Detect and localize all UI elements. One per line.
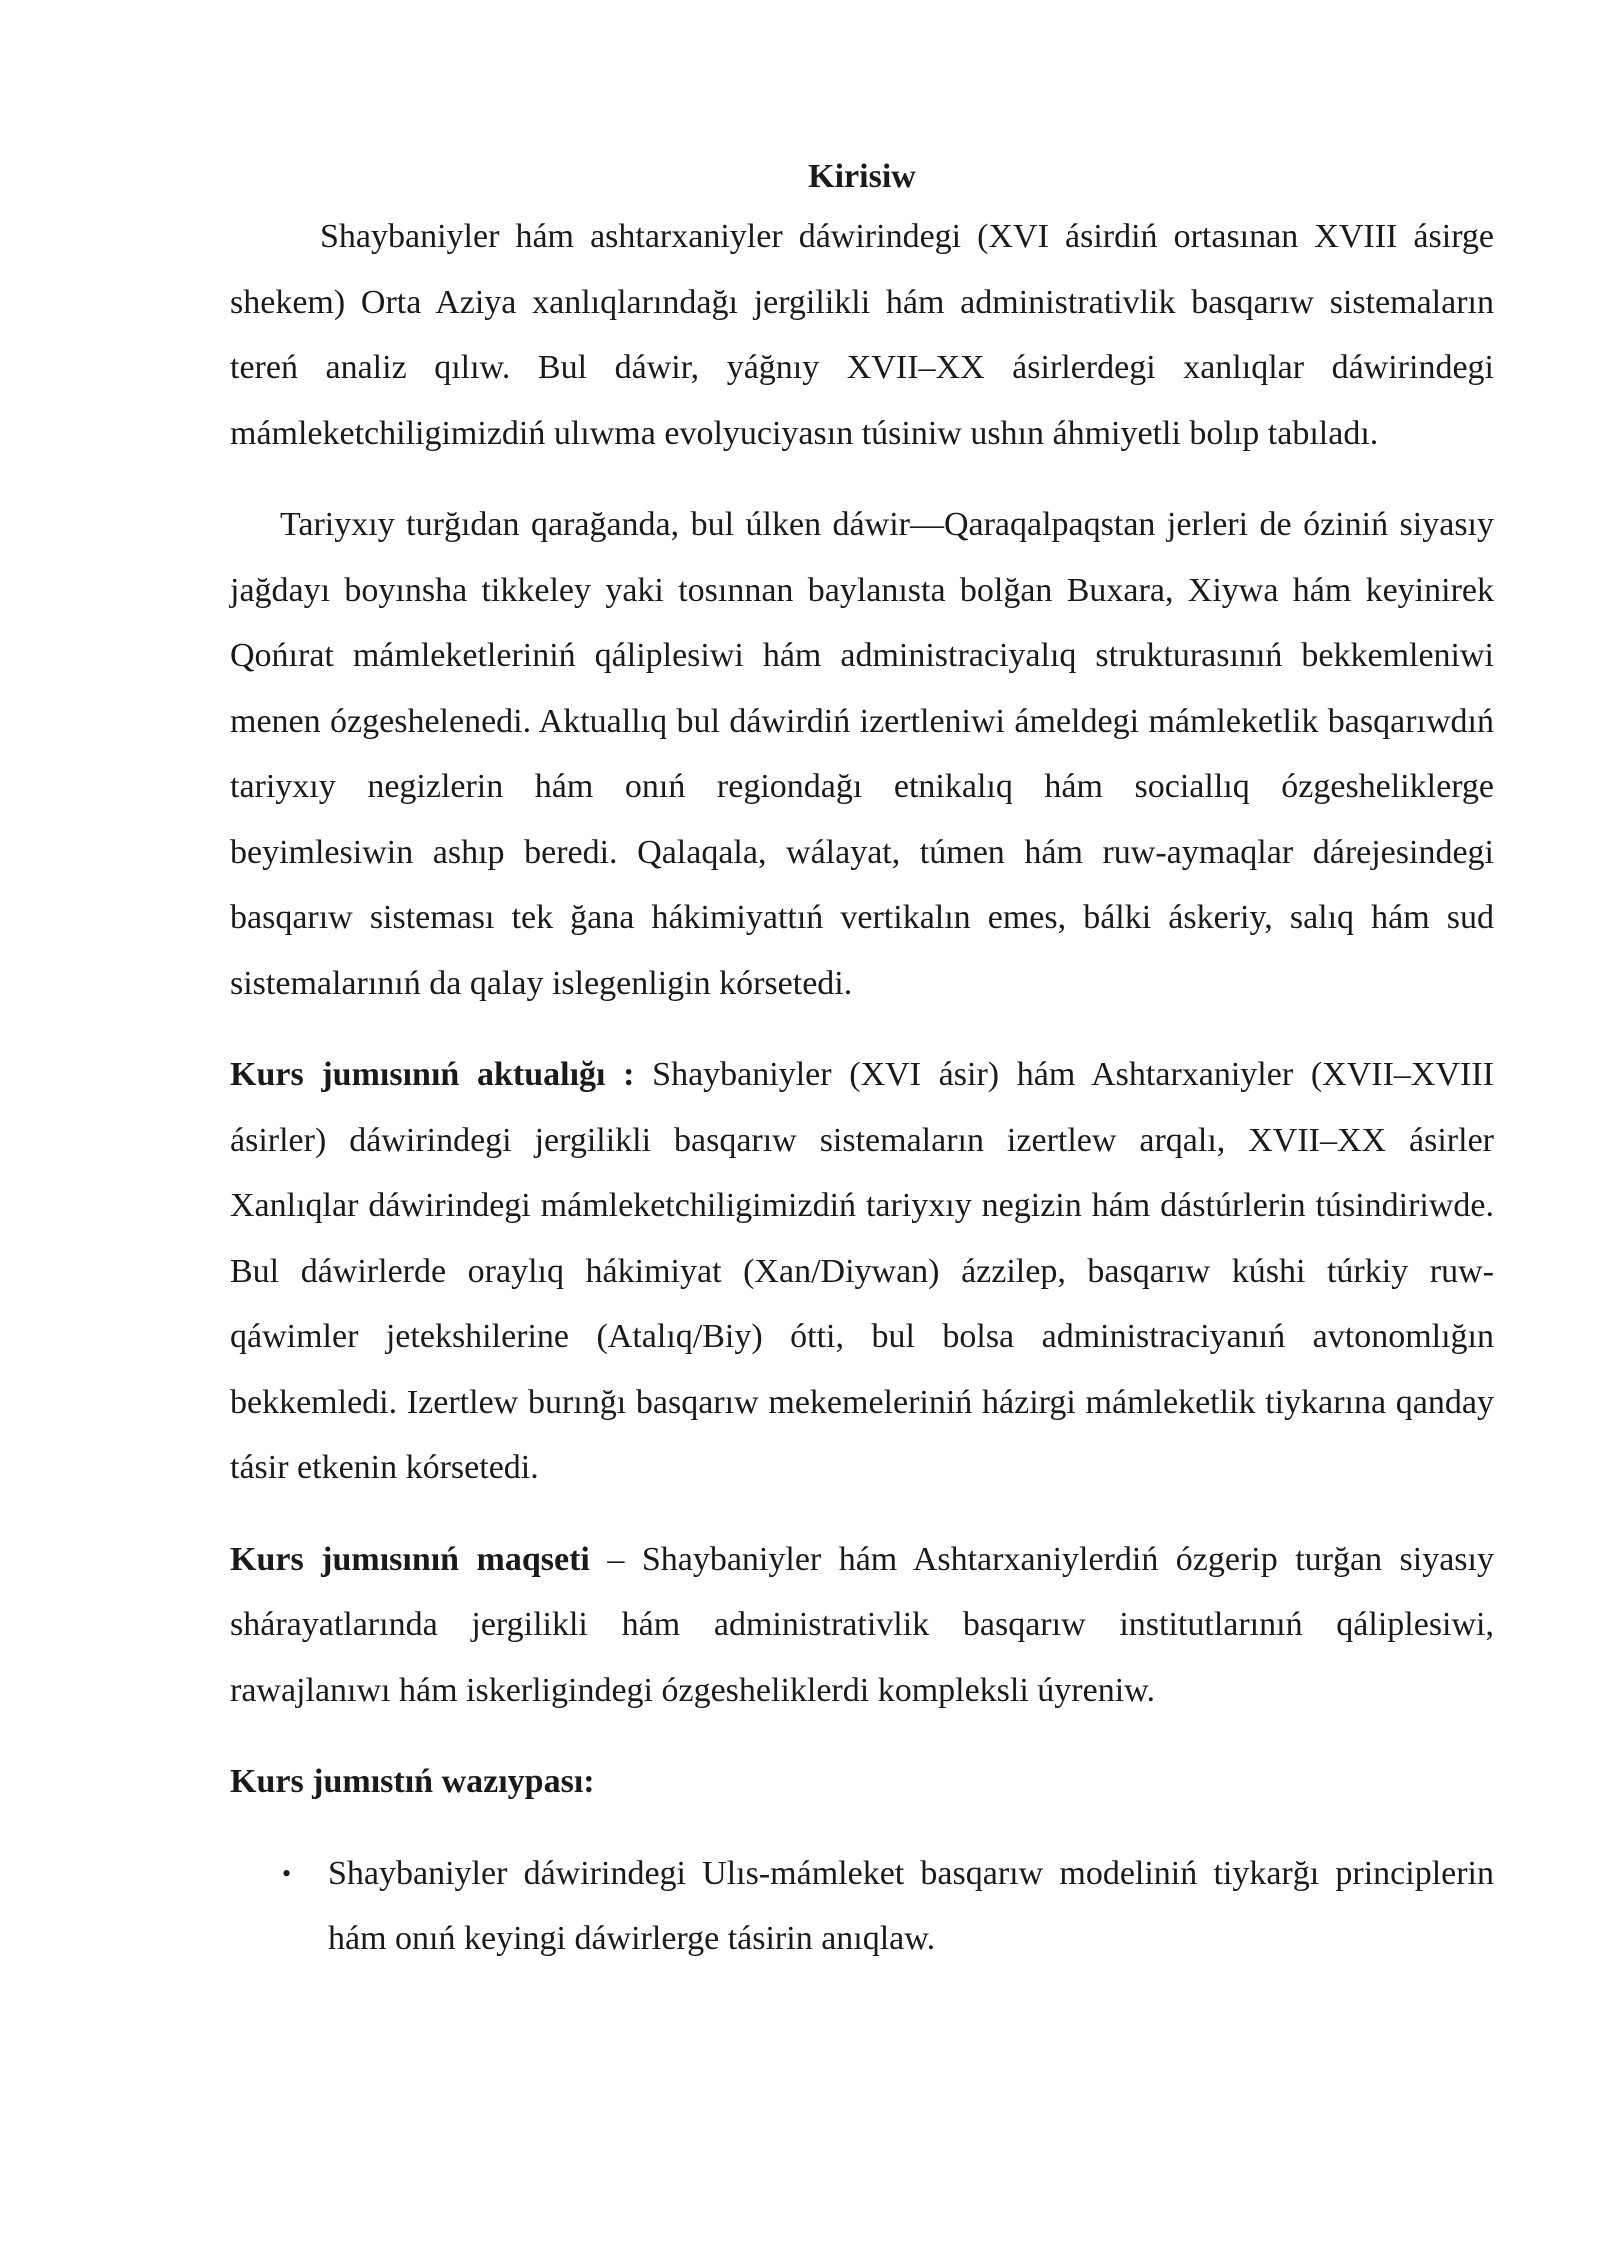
relevance-paragraph xyxy=(230,1042,1494,1501)
goal-label: Kurs jumısınıń maqseti xyxy=(230,1540,590,1578)
goal-paragraph xyxy=(230,1527,1494,1724)
document-page xyxy=(230,150,1494,1972)
tasks-heading: Kurs jumıstıń wazıypası: xyxy=(230,1763,595,1800)
intro-paragraph: Shaybaniyler hám ashtarxaniyler dáwirindegi (XVI ásirdiń ortasınan XVIII ásirge shekem) Orta Aziya xanlıqlarındağı jergilikli hám administrativlik basqarıw sistemaların tereń analiz qılıw. Bul dáwir, yáğnıy XVII–XX ásirlerdegi xanlıqlar dáwirindegi mámleketchiligimizdiń ulıwma evolyuciyasın túsiniw ushın áhmiyetli bolıp tabıladı. xyxy=(230,218,1494,452)
relevance-label: Kurs jumısınıń aktualığı : xyxy=(230,1056,635,1093)
bullet-icon: • xyxy=(282,1858,292,1888)
goal-text: – Shaybaniyler hám Ashtarxaniylerdiń ózgerip turğan siyasıy shárayatlarında jergilikli hám administrativlik basqarıw institutlarınıń qáliplesiwi, rawajlanıwı hám iskerligindegi ózgesheliklerdi kompleksli úyreniw. xyxy=(230,1540,1494,1709)
relevance-text: Shaybaniyler (XVI ásir) hám Ashtarxaniyler (XVII–XVIII ásirler) dáwirindegi jergilikli basqarıw sistemaların izertlew arqalı, XVII–XX ásirler Xanlıqlar dáwirindegi mámleketchiligimizdiń tariyxıy negizin hám dástúrlerin túsindiriwde. Bul dáwirlerde oraylıq hákimiyat (Xan/Diywan) ázzilep, basqarıw kúshi túrkiy ruw-qáwimler jetekshilerine (Atalıq/Biy) ótti, bul bolsa administraciyanıń avtonomlığın bekkemledi. Izertlew burınğı basqarıw mekemeleriniń házirgi mámleketlik tiykarına qanday tásir etkenin kórsetedi. xyxy=(230,1056,1495,1486)
list-item xyxy=(230,1841,1494,1972)
task-text: Shaybaniyler dáwirindegi Ulıs-mámleket basqarıw modeliniń tiykarğı principlerin hám onıń keyingi dáwirlerge tásirin anıqlaw. xyxy=(328,1854,1494,1957)
history-paragraph: Tariyxıy turğıdan qarağanda, bul úlken dáwir—Qaraqalpaqstan jerleri de óziniń siyasıy jağdayı boyınsha tikkeley yaki tosınnan baylanısta bolğan Buxara, Xiywa hám keyinirek Qońırat mámleketleriniń qáliplesiwi hám administraciyalıq strukturasınıń bekkemleniwi menen ózgeshelenedi. Aktuallıq bul dáwirdiń izertleniwi ámeldegi mámleketlik basqarıwdıń tariyxıy negizlerin hám onıń regiondağı etnikalıq hám sociallıq ózgesheliklerge beyimlesiwin ashıp beredi. Qalaqala, wálayat, túmen hám ruw-aymaqlar dárejesindegi basqarıw sisteması tek ğana hákimiyattıń vertikalın emes, bálki áskeriy, salıq hám sud sistemalarınıń da qalay islegenligin kórsetedi. xyxy=(230,506,1494,1002)
document-title: Kirisiw xyxy=(808,158,916,195)
tasks-list xyxy=(230,1841,1494,1972)
